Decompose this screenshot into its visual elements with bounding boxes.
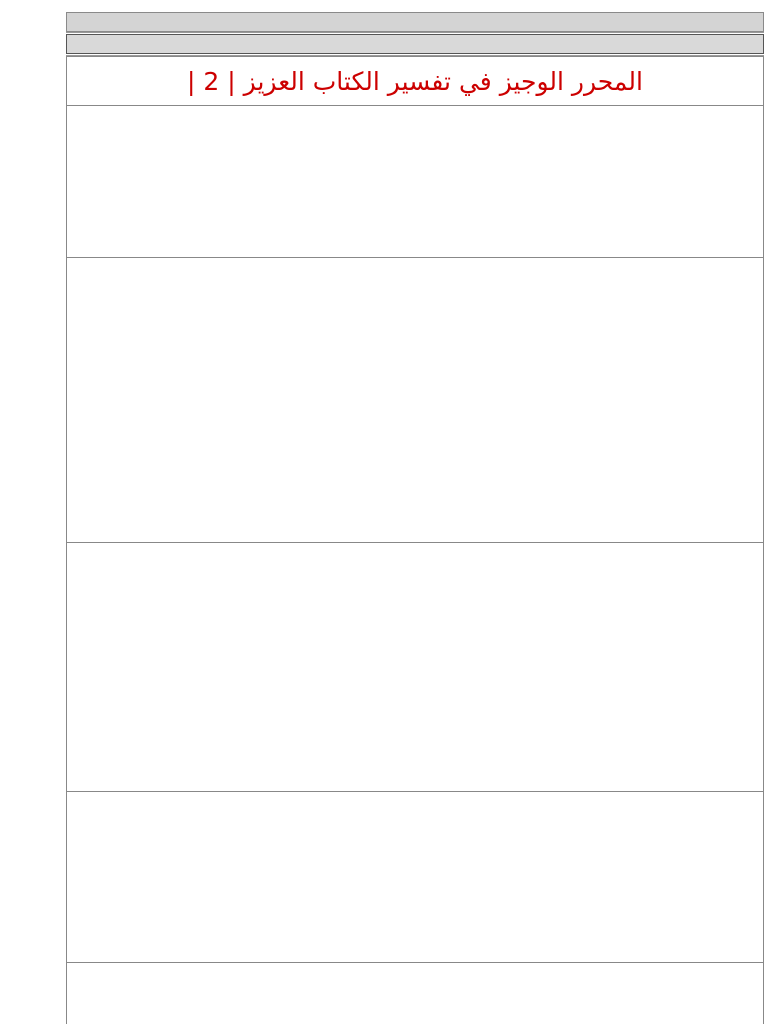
table-row[interactable] [67, 963, 763, 1024]
rows-container [66, 106, 764, 1024]
title-cell[interactable] [66, 56, 764, 106]
table-row[interactable] [67, 792, 763, 963]
table-row[interactable] [67, 258, 763, 543]
spreadsheet-sheet [66, 12, 764, 1024]
cell-reference-bar[interactable] [66, 12, 764, 32]
column-header-text[interactable] [66, 34, 764, 54]
page-title: المحرر الوجيز في تفسير الكتاب العزيز | 2 | [187, 66, 643, 96]
table-row[interactable] [67, 543, 763, 792]
table-row[interactable] [67, 106, 763, 258]
